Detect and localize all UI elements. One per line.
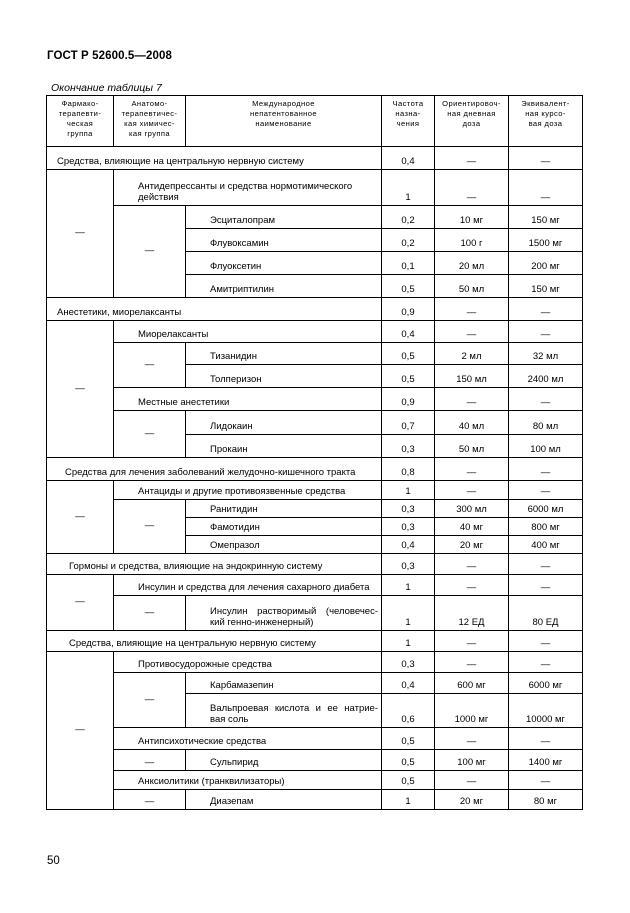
dash-cell: — (114, 411, 186, 458)
row-frequency: 0,3 (382, 554, 435, 575)
row-course-dose: — (509, 771, 583, 790)
row-daily-dose: — (435, 170, 509, 206)
row-frequency: 0,3 (382, 518, 435, 536)
row-name: Средства, влияющие на центральную нервную систему (47, 147, 382, 170)
dash-cell: — (47, 481, 114, 554)
row-frequency: 0,2 (382, 206, 435, 229)
row-course-dose: 6000 мг (509, 673, 583, 694)
dash-cell: — (114, 343, 186, 388)
dash-cell: — (114, 750, 186, 771)
row-frequency: 0,5 (382, 343, 435, 365)
row-course-dose: 150 мг (509, 275, 583, 298)
table-caption: Окончание таблицы 7 (51, 82, 162, 94)
table-row (47, 575, 583, 596)
row-daily-dose: — (435, 458, 509, 481)
table-row (47, 411, 583, 435)
row-name: Тизанидин (186, 343, 382, 365)
table-row (47, 554, 583, 575)
row-daily-dose: 20 мг (435, 536, 509, 554)
table-row (47, 481, 583, 500)
col-header-daily-dose: Ориентировоч- ная дневная доза (435, 96, 509, 147)
row-name: Инсулин и средства для лечения сахарного диабета (114, 575, 382, 596)
dash-cell: — (47, 170, 114, 298)
row-daily-dose: 20 мл (435, 252, 509, 275)
row-course-dose: — (509, 388, 583, 411)
row-daily-dose: 2 мл (435, 343, 509, 365)
row-daily-dose: — (435, 388, 509, 411)
row-name: Средства для лечения заболеваний желудочно-кишечного тракта (47, 458, 382, 481)
row-frequency: 0,2 (382, 229, 435, 252)
row-name: Флуоксетин (186, 252, 382, 275)
row-name: Толперизон (186, 365, 382, 388)
row-frequency: 0,9 (382, 388, 435, 411)
table-row (47, 750, 583, 771)
row-course-dose: 80 мг (509, 790, 583, 810)
row-course-dose: 200 мг (509, 252, 583, 275)
row-name: Вальпроевая кислота и ее натрие-вая соль (186, 694, 382, 728)
dash-cell: — (47, 321, 114, 458)
row-name: Ранитидин (186, 500, 382, 518)
row-daily-dose: 20 мг (435, 790, 509, 810)
row-name: Средства, влияющие на центральную нервную систему (47, 631, 382, 652)
row-course-dose: 400 мг (509, 536, 583, 554)
row-course-dose: — (509, 170, 583, 206)
row-frequency: 1 (382, 596, 435, 631)
row-daily-dose: 100 мг (435, 750, 509, 771)
row-daily-dose: — (435, 298, 509, 321)
row-course-dose: — (509, 728, 583, 750)
row-frequency: 1 (382, 170, 435, 206)
row-frequency: 0,6 (382, 694, 435, 728)
row-daily-dose: — (435, 771, 509, 790)
row-course-dose: 2400 мл (509, 365, 583, 388)
row-daily-dose: 1000 мг (435, 694, 509, 728)
row-daily-dose: — (435, 147, 509, 170)
row-name: Прокаин (186, 435, 382, 458)
row-daily-dose: 10 мг (435, 206, 509, 229)
row-course-dose: — (509, 147, 583, 170)
table-row (47, 388, 583, 411)
table-row (47, 673, 583, 694)
row-name: Антациды и другие противоязвенные средства (114, 481, 382, 500)
row-name: Эсциталопрам (186, 206, 382, 229)
row-daily-dose: — (435, 575, 509, 596)
row-daily-dose: — (435, 481, 509, 500)
row-daily-dose: 150 мл (435, 365, 509, 388)
row-frequency: 0,5 (382, 771, 435, 790)
dash-cell: — (114, 596, 186, 631)
row-name: Лидокаин (186, 411, 382, 435)
row-daily-dose: — (435, 631, 509, 652)
dash-cell: — (114, 206, 186, 298)
row-name: Фамотидин (186, 518, 382, 536)
row-course-dose: 32 мл (509, 343, 583, 365)
row-frequency: 0,3 (382, 435, 435, 458)
row-daily-dose: 50 мл (435, 275, 509, 298)
row-daily-dose: 12 ЕД (435, 596, 509, 631)
table-row (47, 790, 583, 810)
table-row (47, 596, 583, 631)
row-daily-dose: 50 мл (435, 435, 509, 458)
table-row (47, 652, 583, 673)
row-course-dose: — (509, 652, 583, 673)
row-name: Флувоксамин (186, 229, 382, 252)
row-name: Гормоны и средства, влияющие на эндокринную систему (47, 554, 382, 575)
document-code: ГОСТ Р 52600.5—2008 (47, 50, 172, 62)
table-row (47, 631, 583, 652)
row-course-dose: 100 мл (509, 435, 583, 458)
table-row (47, 500, 583, 518)
dash-cell: — (47, 652, 114, 810)
row-frequency: 1 (382, 790, 435, 810)
row-frequency: 1 (382, 575, 435, 596)
col-header-course-dose: Эквивалент- ная курсо- вая доза (509, 96, 583, 147)
table-row (47, 728, 583, 750)
row-frequency: 0,5 (382, 275, 435, 298)
row-name: Местные анестетики (114, 388, 382, 411)
row-course-dose: — (509, 554, 583, 575)
row-frequency: 0,3 (382, 652, 435, 673)
table-row (47, 298, 583, 321)
row-daily-dose: 600 мг (435, 673, 509, 694)
row-name: Антипсихотические средства (114, 728, 382, 750)
row-name: Антидепрессанты и средства нормотимического действия (114, 170, 382, 206)
row-daily-dose: — (435, 554, 509, 575)
row-course-dose: — (509, 321, 583, 343)
row-course-dose: 1500 мг (509, 229, 583, 252)
row-name: Анксиолитики (транквилизаторы) (114, 771, 382, 790)
table-row (47, 458, 583, 481)
row-frequency: 0,5 (382, 728, 435, 750)
col-header-inn: Международное непатентованное наименование (186, 96, 382, 147)
row-frequency: 1 (382, 481, 435, 500)
row-frequency: 0,4 (382, 673, 435, 694)
table-row (47, 147, 583, 170)
page-number: 50 (47, 855, 60, 867)
row-frequency: 0,5 (382, 750, 435, 771)
row-name: Миорелаксанты (114, 321, 382, 343)
table-row (47, 343, 583, 365)
row-frequency: 0,7 (382, 411, 435, 435)
dash-cell: — (114, 500, 186, 554)
row-daily-dose: 100 г (435, 229, 509, 252)
row-name: Карбамазепин (186, 673, 382, 694)
col-header-frequency: Частота назна- чения (382, 96, 435, 147)
row-daily-dose: — (435, 728, 509, 750)
row-frequency: 0,3 (382, 500, 435, 518)
row-daily-dose: — (435, 652, 509, 673)
row-daily-dose: 40 мг (435, 518, 509, 536)
row-name: Противосудорожные средства (114, 652, 382, 673)
row-name: Инсулин растворимый (человечес-кий генно-инженерный) (186, 596, 382, 631)
row-frequency: 0,5 (382, 365, 435, 388)
table-row (47, 321, 583, 343)
row-frequency: 0,4 (382, 536, 435, 554)
table-header-row (47, 96, 583, 147)
row-frequency: 0,1 (382, 252, 435, 275)
row-frequency: 0,4 (382, 321, 435, 343)
row-course-dose: 10000 мг (509, 694, 583, 728)
row-course-dose: — (509, 481, 583, 500)
row-daily-dose: 40 мл (435, 411, 509, 435)
row-course-dose: 6000 мл (509, 500, 583, 518)
table-row (47, 771, 583, 790)
row-name: Анестетики, миорелаксанты (47, 298, 382, 321)
row-course-dose: — (509, 458, 583, 481)
row-course-dose: — (509, 631, 583, 652)
dash-cell: — (47, 575, 114, 631)
row-frequency: 1 (382, 631, 435, 652)
dash-cell: — (114, 790, 186, 810)
row-course-dose: 80 ЕД (509, 596, 583, 631)
col-header-pharm-group: Фармако- терапевти- ческая группа (47, 96, 114, 147)
row-name: Диазепам (186, 790, 382, 810)
row-course-dose: — (509, 298, 583, 321)
row-course-dose: 800 мг (509, 518, 583, 536)
row-daily-dose: — (435, 321, 509, 343)
row-name: Сульпирид (186, 750, 382, 771)
row-frequency: 0,8 (382, 458, 435, 481)
col-header-atc-group: Анатомо- терапевтичес- кая химичес- кая группа (114, 96, 186, 147)
row-frequency: 0,4 (382, 147, 435, 170)
row-course-dose: 80 мл (509, 411, 583, 435)
row-course-dose: 150 мг (509, 206, 583, 229)
table-row (47, 170, 583, 206)
drug-table (46, 95, 583, 810)
row-course-dose: — (509, 575, 583, 596)
row-course-dose: 1400 мг (509, 750, 583, 771)
row-name: Амитриптилин (186, 275, 382, 298)
table-row (47, 206, 583, 229)
row-frequency: 0,9 (382, 298, 435, 321)
row-name: Омепразол (186, 536, 382, 554)
dash-cell: — (114, 673, 186, 728)
row-daily-dose: 300 мл (435, 500, 509, 518)
